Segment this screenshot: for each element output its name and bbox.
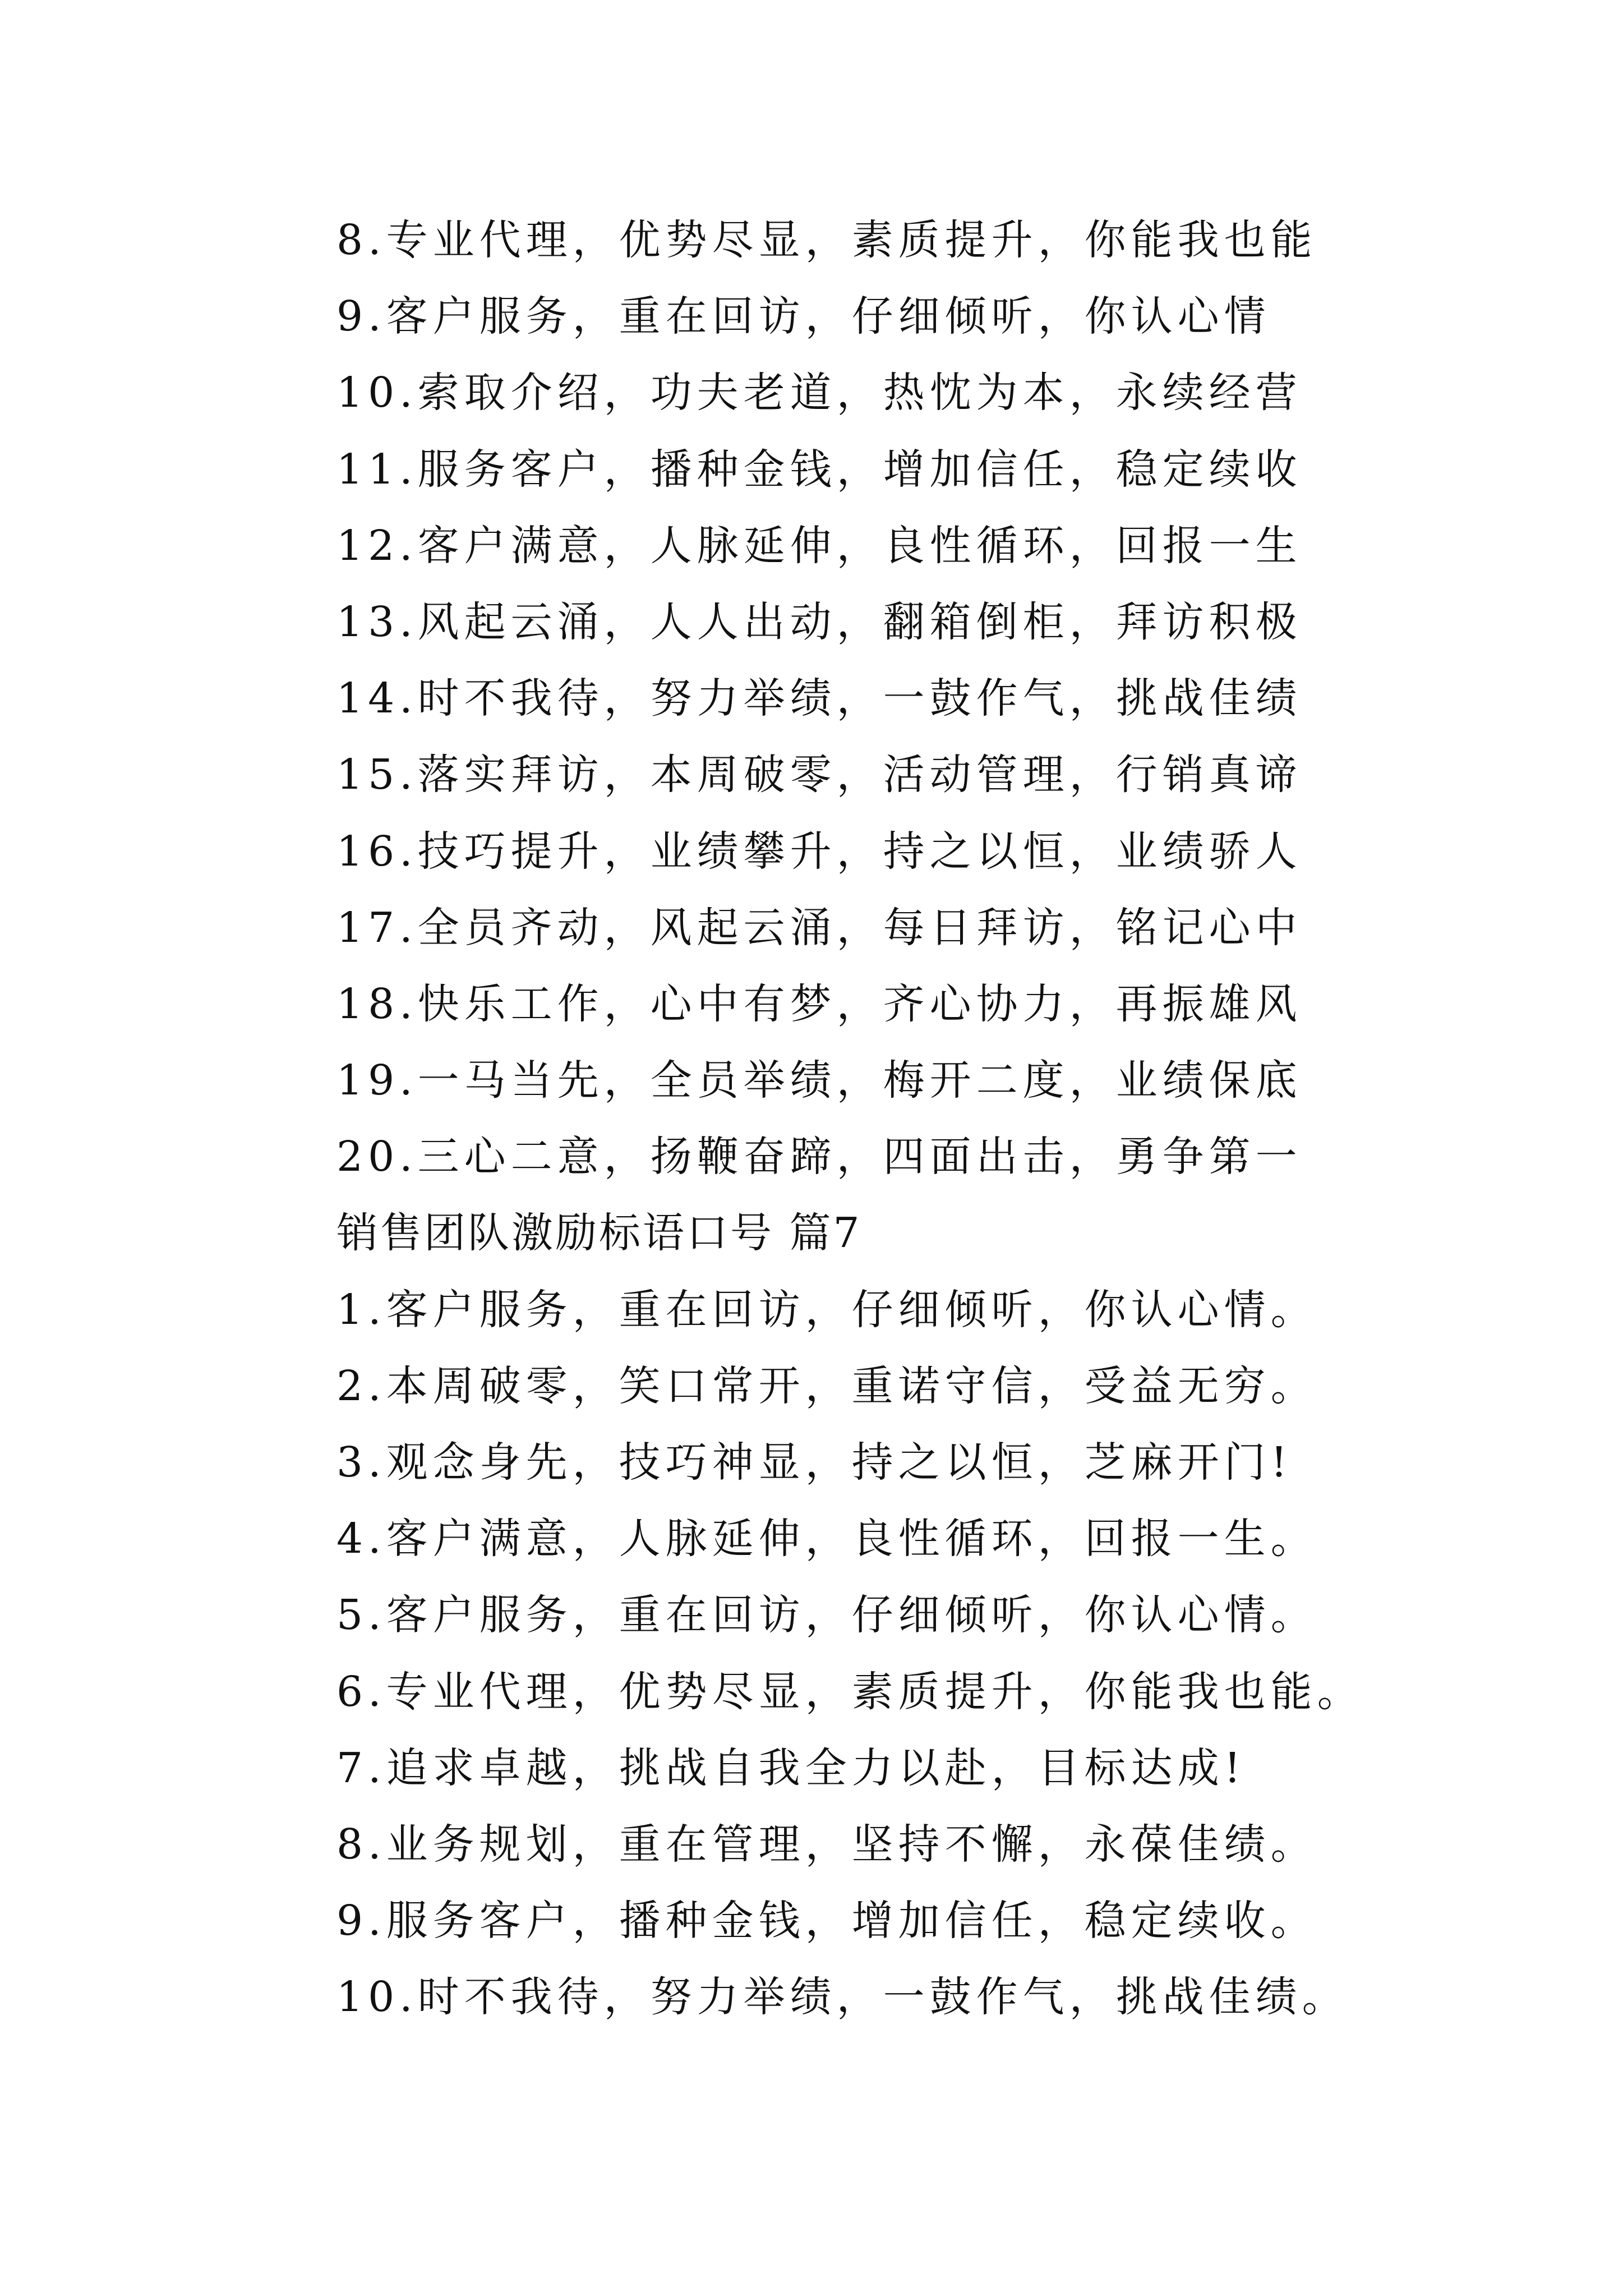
- slogan-line: 9.客户服务，重在回访，仔细倾听，你认心情: [336, 292, 1271, 341]
- slogan-line: 10.索取介绍，功夫老道，热忱为本，永续经营: [336, 369, 1302, 417]
- slogan-line: 11.服务客户，播种金钱，增加信任，稳定续收: [336, 445, 1302, 494]
- slogan-line: 20.三心二意，扬鞭奋蹄，四面出击，勇争第一: [336, 1133, 1302, 1181]
- slogan-line: 8.专业代理，优势尽显，素质提升，你能我也能: [336, 216, 1317, 264]
- slogan-line: 18.快乐工作，心中有梦，齐心协力，再振雄风: [336, 979, 1302, 1028]
- slogan-line: 19.一马当先，全员举绩，梅开二度，业绩保底: [336, 1056, 1302, 1105]
- slogan-line: 15.落实拜访，本周破零，活动管理，行销真谛: [336, 751, 1302, 799]
- document-body: [336, 202, 1514, 2036]
- slogan-line: 17.全员齐动，风起云涌，每日拜访，铭记心中: [336, 903, 1302, 952]
- slogan-line: 9.服务客户，播种金钱，增加信任，稳定续收。: [336, 1897, 1317, 1945]
- slogan-line: 13.风起云涌，人人出动，翻箱倒柜，拜访积极: [336, 597, 1302, 646]
- slogan-line: 6.专业代理，优势尽显，素质提升，你能我也能。: [336, 1667, 1364, 1716]
- slogan-line: 3.观念身先，技巧神显，持之以恒，芝麻开门!: [336, 1438, 1293, 1487]
- section-heading: 销售团队激励标语口号 篇7: [336, 1209, 862, 1258]
- slogan-line: 1.客户服务，重在回访，仔细倾听，你认心情。: [336, 1285, 1317, 1334]
- slogan-line: 2.本周破零，笑口常开，重诺守信，受益无穷。: [336, 1361, 1317, 1410]
- slogan-line: 7.追求卓越，挑战自我全力以赴，目标达成!: [336, 1743, 1246, 1792]
- slogan-line: 5.客户服务，重在回访，仔细倾听，你认心情。: [336, 1591, 1317, 1640]
- slogan-line: 14.时不我待，努力举绩，一鼓作气，挑战佳绩: [336, 674, 1302, 723]
- slogan-line: 4.客户满意，人脉延伸，良性循环，回报一生。: [336, 1515, 1317, 1563]
- slogan-line: 12.客户满意，人脉延伸，良性循环，回报一生: [336, 521, 1302, 570]
- slogan-line: 8.业务规划，重在管理，坚持不懈，永葆佳绩。: [336, 1820, 1317, 1869]
- slogan-line: 16.技巧提升，业绩攀升，持之以恒，业绩骄人: [336, 827, 1302, 876]
- slogan-line: 10.时不我待，努力举绩，一鼓作气，挑战佳绩。: [336, 1973, 1349, 2022]
